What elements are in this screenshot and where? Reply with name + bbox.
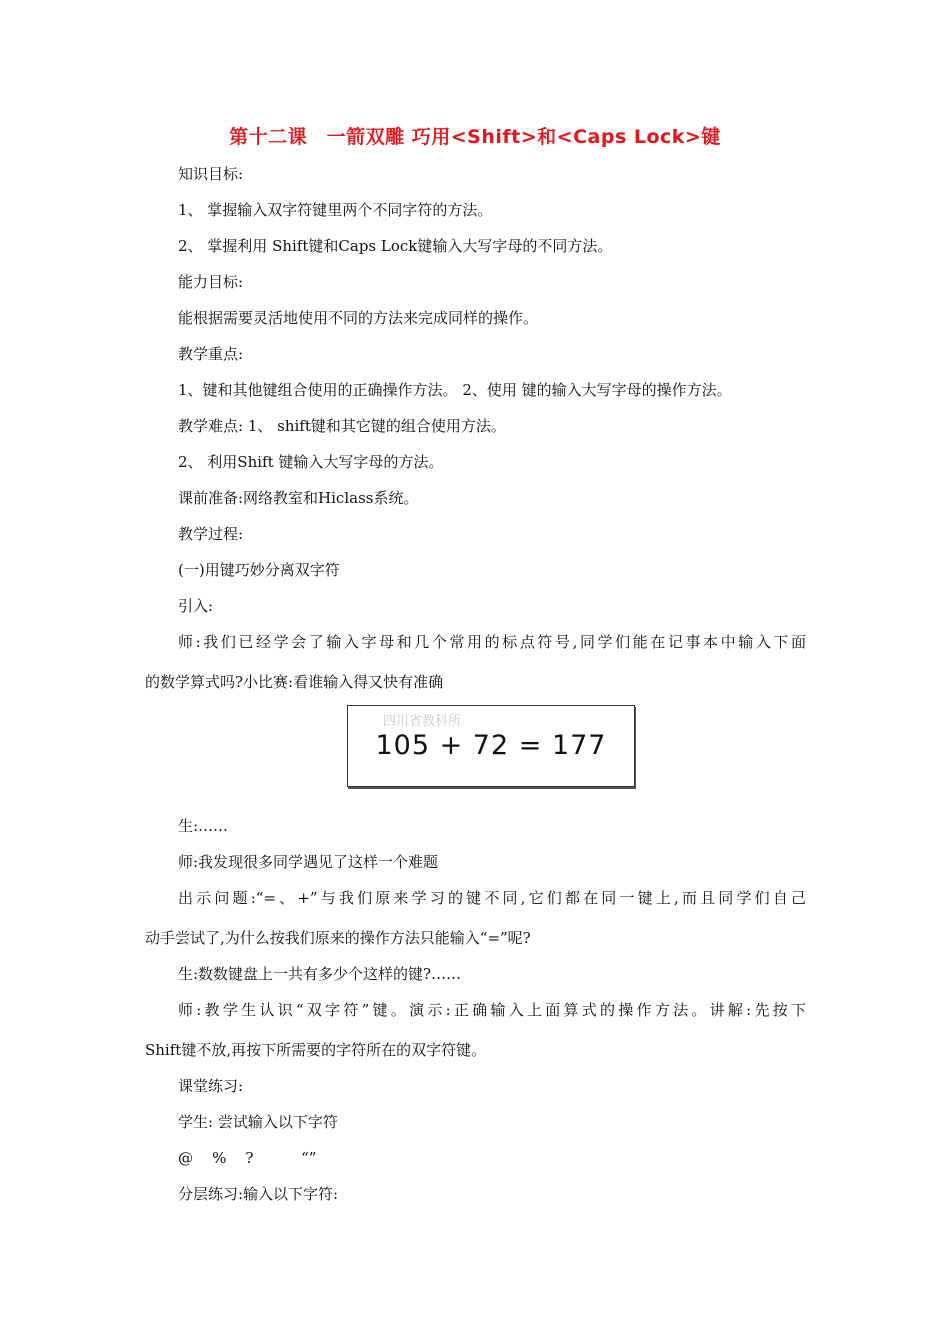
knowledge-goal-2: 2、 掌握利用 Shift键和Caps Lock键输入大写字母的不同方法。	[178, 237, 613, 255]
problem-line-cont: 动手尝试了,为什么按我们原来的操作方法只能输入“=”呢?	[145, 929, 531, 947]
teacher-line-3: 师:教学生认识“双字符”键。演示:正确输入上面算式的操作方法。讲解:先按下	[178, 1001, 806, 1019]
section-1-heading: (一)用键巧妙分离双字符	[178, 561, 340, 579]
student-line-1: 生:……	[178, 817, 229, 835]
tiered-practice: 分层练习:输入以下字符:	[178, 1185, 339, 1203]
teacher-line-3-cont: Shift键不放,再按下所需要的字符所在的双字符键。	[145, 1041, 487, 1059]
difficulty-2: 2、 利用Shift 键输入大写字母的方法。	[178, 453, 444, 471]
teacher-line-2: 师:我发现很多同学遇见了这样一个难题	[178, 853, 439, 871]
knowledge-goal-1: 1、 掌握输入双字符键里两个不同字符的方法。	[178, 201, 493, 219]
intro-heading: 引入:	[178, 597, 214, 615]
problem-line: 出示问题:“=、+”与我们原来学习的键不同,它们都在同一键上,而且同学们自己	[178, 889, 806, 907]
practice-heading: 课堂练习:	[178, 1077, 244, 1095]
ability-goal-heading: 能力目标:	[178, 273, 244, 291]
key-points-text: 1、键和其他键组合使用的正确操作方法。 2、使用 键的输入大写字母的操作方法。	[178, 381, 732, 399]
knowledge-goal-heading: 知识目标:	[178, 165, 244, 183]
process-heading: 教学过程:	[178, 525, 244, 543]
practice-student: 学生: 尝试输入以下字符	[178, 1113, 338, 1131]
practice-symbols: @ % ? “”	[178, 1149, 317, 1167]
difficulty-1: 教学难点: 1、 shift键和其它键的组合使用方法。	[178, 417, 506, 435]
formula-text: 105 + 72 = 177	[375, 730, 607, 761]
student-line-2: 生:数数键盘上一共有多少个这样的键?……	[178, 965, 462, 983]
formula-image	[347, 705, 635, 787]
key-points-heading: 教学重点:	[178, 345, 244, 363]
ability-goal-text: 能根据需要灵活地使用不同的方法来完成同样的操作。	[178, 309, 539, 327]
teacher-line-1: 师:我们已经学会了输入字母和几个常用的标点符号,同学们能在记事本中输入下面	[178, 633, 806, 651]
preparation: 课前准备:网络教室和Hiclass系统。	[178, 489, 419, 507]
teacher-line-1-cont: 的数学算式吗?小比赛:看谁输入得又快有准确	[145, 673, 444, 691]
watermark-text: 四川省教科所	[383, 714, 462, 729]
lesson-title: 第十二课 一箭双雕 巧用<Shift>和<Caps Lock>键	[229, 126, 721, 148]
